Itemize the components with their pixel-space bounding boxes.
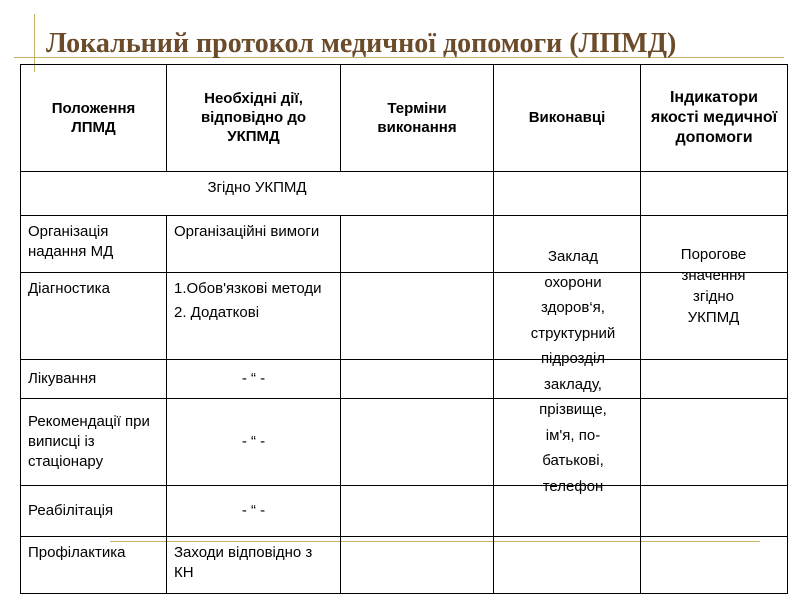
provision-cell: Профілактика bbox=[21, 537, 167, 594]
executor-line: прізвище, bbox=[539, 401, 607, 418]
action-cell: - “ - bbox=[167, 486, 341, 537]
empty-cell bbox=[494, 171, 641, 216]
terms-cell bbox=[341, 537, 494, 594]
action-line: 1.Обов'язкові методи bbox=[174, 280, 322, 298]
executor-line: закладу, bbox=[544, 375, 602, 393]
indicators-cell bbox=[641, 537, 788, 594]
action-cell: - “ - bbox=[167, 360, 341, 399]
table-header-row bbox=[21, 65, 788, 172]
header-indicators: Індикатори якості медичної допомоги bbox=[641, 65, 788, 172]
page-title: Локальний протокол медичної допомоги (ЛПМД) bbox=[46, 28, 677, 59]
indicators-cell bbox=[641, 486, 788, 537]
empty-cell bbox=[641, 171, 788, 216]
header-provisions: Положення ЛПМД bbox=[21, 65, 167, 172]
provision-cell: Організація надання МД bbox=[21, 216, 167, 273]
indicator-line: згідно bbox=[692, 288, 735, 305]
action-cell bbox=[167, 273, 341, 360]
executor-line: батькові, bbox=[542, 452, 604, 469]
protocol-table-wrapper bbox=[20, 64, 787, 594]
table-row bbox=[21, 486, 788, 537]
executor-line: здоров‘я, bbox=[541, 299, 605, 316]
header-actions: Необхідні дії, відповідно до УКПМД bbox=[167, 65, 341, 172]
provision-cell: Діагностика bbox=[21, 273, 167, 360]
executors-description bbox=[493, 244, 653, 499]
indicator-line: УКПМД bbox=[687, 309, 740, 326]
protocol-table bbox=[20, 64, 788, 594]
provision-cell: Рекомендації при виписці із стаціонару bbox=[21, 399, 167, 486]
executor-line: охорони bbox=[544, 273, 602, 291]
terms-cell bbox=[341, 360, 494, 399]
table-row bbox=[21, 399, 788, 486]
terms-cell bbox=[341, 486, 494, 537]
indicators-description bbox=[640, 244, 787, 328]
indicators-cell bbox=[641, 399, 788, 486]
terms-cell bbox=[341, 273, 494, 360]
terms-cell bbox=[341, 399, 494, 486]
executor-line: ім'я, по- bbox=[545, 426, 601, 444]
action-cell: - “ - bbox=[167, 399, 341, 486]
action-cell: Заходи відповідно з КН bbox=[167, 537, 341, 594]
indicator-line: Порогове bbox=[680, 246, 747, 263]
indicators-cell bbox=[641, 360, 788, 399]
executor-line: підрозділ bbox=[540, 350, 606, 367]
indicator-line: значення bbox=[681, 267, 746, 284]
provision-cell: Реабілітація bbox=[21, 486, 167, 537]
header-terms: Терміни виконання bbox=[341, 65, 494, 172]
header-executors: Виконавці bbox=[494, 65, 641, 172]
table-row bbox=[21, 360, 788, 399]
executor-line: структурний bbox=[530, 324, 616, 342]
agreement-cell: Згідно УКПМД bbox=[21, 171, 494, 216]
executors-cell bbox=[494, 537, 641, 594]
table-row-agreement bbox=[21, 171, 788, 216]
terms-cell bbox=[341, 216, 494, 273]
table-row bbox=[21, 537, 788, 594]
executor-line: телефон bbox=[542, 477, 604, 495]
action-line: 2. Додаткові bbox=[174, 304, 260, 322]
action-cell: Організаційні вимоги bbox=[167, 216, 341, 273]
provision-cell: Лікування bbox=[21, 360, 167, 399]
executor-line: Заклад bbox=[548, 248, 598, 265]
